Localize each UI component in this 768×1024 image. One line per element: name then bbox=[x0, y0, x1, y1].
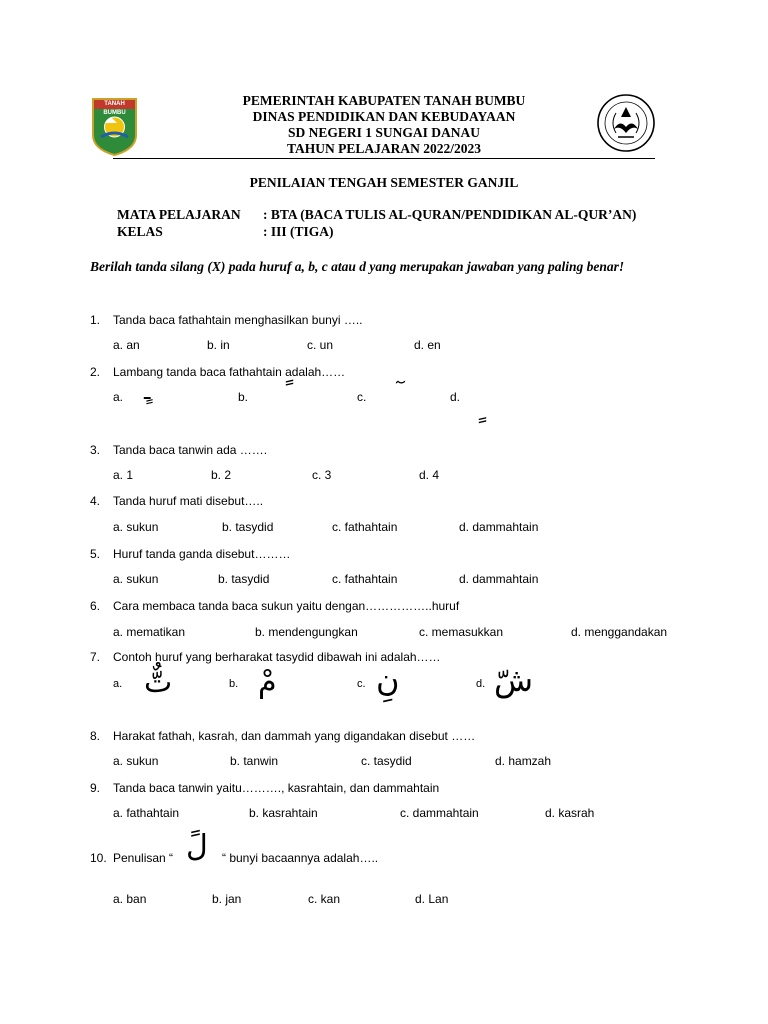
option-d: d. 4 bbox=[419, 468, 440, 482]
option-d: d. kasrah bbox=[545, 806, 595, 820]
option-c: c. bbox=[357, 678, 366, 690]
option-a: a. sukun bbox=[113, 572, 159, 586]
option-d: d. hamzah bbox=[495, 754, 552, 768]
option-a: a. bbox=[113, 390, 124, 404]
option-b: b. mendengungkan bbox=[255, 625, 358, 639]
option-b: b. 2 bbox=[211, 468, 232, 482]
option-d: d. Lan bbox=[415, 892, 449, 906]
option-b: b. bbox=[238, 390, 249, 404]
option-b: b. in bbox=[207, 338, 230, 352]
question-text: Contoh huruf yang berharakat tasydid dibawah ini adalah…… bbox=[113, 650, 441, 664]
arabic-glyph-a: ٍـ bbox=[144, 380, 151, 405]
option-b: b. tanwin bbox=[230, 754, 279, 768]
option-b: b. bbox=[229, 678, 239, 690]
question-number: 7. bbox=[90, 650, 101, 664]
option-d: d. bbox=[476, 678, 486, 690]
question-number: 4. bbox=[90, 494, 101, 508]
option-c: c. 3 bbox=[312, 468, 332, 482]
exam-title: PENILAIAN TENGAH SEMESTER GANJIL bbox=[249, 175, 519, 190]
question-text: Tanda baca fathahtain menghasilkan bunyi ….. bbox=[113, 313, 363, 327]
question-number: 1. bbox=[90, 313, 101, 327]
option-b: b. kasrahtain bbox=[249, 806, 318, 820]
question-number: 10. bbox=[90, 851, 107, 865]
option-a: a. sukun bbox=[113, 520, 159, 534]
arabic-glyph-lam: لً bbox=[186, 829, 208, 864]
option-d: d. en bbox=[414, 338, 441, 352]
question-text-before: Penulisan “ bbox=[113, 851, 174, 865]
subject-value: : BTA (BACA TULIS AL-QURAN/PENDIDIKAN AL-QUR’AN) bbox=[263, 207, 637, 222]
question-number: 9. bbox=[90, 781, 101, 795]
option-a: a. bbox=[113, 678, 123, 690]
question-number: 2. bbox=[90, 365, 101, 379]
option-a: a. mematikan bbox=[113, 625, 186, 639]
header-line-1: PEMERINTAH KABUPATEN TANAH BUMBU bbox=[242, 93, 526, 108]
option-c: c. fathahtain bbox=[332, 572, 398, 586]
option-b: b. jan bbox=[212, 892, 242, 906]
class-value: : III (TIGA) bbox=[263, 224, 334, 239]
logo-text: TANAH BUMBU bbox=[103, 101, 126, 116]
question-number: 6. bbox=[90, 599, 101, 613]
question-text: Cara membaca tanda baca sukun yaitu dengan……………..huruf bbox=[113, 599, 460, 613]
option-b: b. tasydid bbox=[218, 572, 270, 586]
option-d: d. dammahtain bbox=[459, 520, 539, 534]
instruction-text: Berilah tanda silang (X) pada huruf a, b, c atau d yang merupakan jawaban yang paling benar! bbox=[90, 259, 625, 274]
arabic-glyph-b: مْ bbox=[258, 665, 277, 700]
option-c: c. kan bbox=[308, 892, 341, 906]
arabic-glyph-c: نِ bbox=[376, 661, 400, 699]
question-text: Tanda huruf mati disebut….. bbox=[113, 494, 264, 508]
option-a: a. sukun bbox=[113, 754, 159, 768]
header-line-3: SD NEGERI 1 SUNGAI DANAU bbox=[287, 125, 481, 140]
question-text: Tanda baca tanwin ada ……. bbox=[113, 443, 268, 457]
question-number: 3. bbox=[90, 443, 101, 457]
option-a: a. ban bbox=[113, 892, 147, 906]
class-label: KELAS bbox=[117, 224, 163, 239]
option-c: c. un bbox=[307, 338, 334, 352]
option-c: c. dammahtain bbox=[400, 806, 479, 820]
subject-label: MATA PELAJARAN bbox=[117, 207, 241, 222]
question-text: Huruf tanda ganda disebut……… bbox=[113, 547, 291, 561]
header-line-2: DINAS PENDIDIKAN DAN KEBUDAYAAN bbox=[252, 109, 516, 124]
question-text-after: “ bunyi bacaannya adalah….. bbox=[222, 851, 379, 865]
question-number: 8. bbox=[90, 729, 101, 743]
question-text: Harakat fathah, kasrah, dan dammah yang digandakan disebut …… bbox=[113, 729, 476, 743]
option-a: a. fathahtain bbox=[113, 806, 180, 820]
question-number: 5. bbox=[90, 547, 101, 561]
option-b: b. tasydid bbox=[222, 520, 274, 534]
option-c: c. fathahtain bbox=[332, 520, 398, 534]
option-d: d. menggandakan bbox=[571, 625, 668, 639]
option-a: a. 1 bbox=[113, 468, 134, 482]
question-text: Tanda baca tanwin yaitu………., kasrahtain, dan dammahtain bbox=[113, 781, 440, 795]
option-c: c. memasukkan bbox=[419, 625, 504, 639]
option-d: d. bbox=[450, 390, 461, 404]
arabic-glyph-d: شّ bbox=[494, 661, 534, 699]
option-c: c. bbox=[357, 390, 367, 404]
header-divider bbox=[113, 158, 655, 159]
arabic-glyph-a: تٌّ bbox=[144, 665, 173, 700]
option-d: d. dammahtain bbox=[459, 572, 539, 586]
question-text: Lambang tanda baca fathahtain adalah…… bbox=[113, 365, 346, 379]
header-line-4: TAHUN PELAJARAN 2022/2023 bbox=[286, 141, 481, 156]
option-c: c. tasydid bbox=[361, 754, 412, 768]
option-a: a. an bbox=[113, 338, 140, 352]
